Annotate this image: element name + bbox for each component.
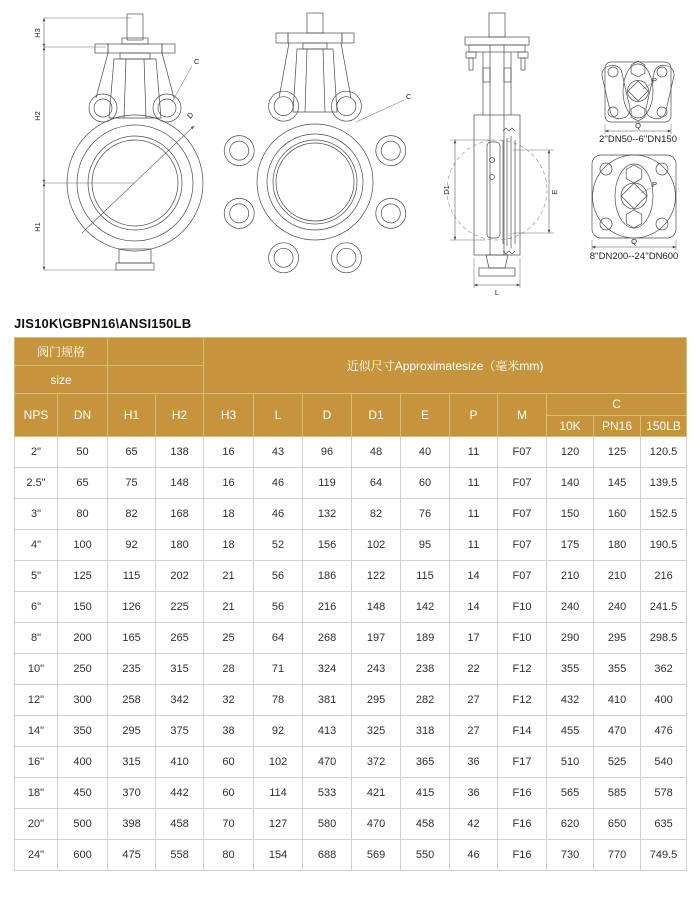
table-cell: 558 [156, 840, 204, 871]
table-cell: 140 [547, 468, 594, 499]
table-cell: 24" [15, 840, 58, 871]
table-cell: 10" [15, 654, 58, 685]
table-cell: 42 [450, 809, 498, 840]
table-cell: 600 [58, 840, 108, 871]
table-row [15, 654, 687, 685]
dim-label-q-small: Q [635, 121, 641, 130]
table-cell: 150 [547, 499, 594, 530]
table-cell: 421 [352, 778, 401, 809]
table-cell: 12" [15, 685, 58, 716]
header-col-p: P [450, 394, 498, 437]
table-cell: 585 [594, 778, 641, 809]
table-cell: 470 [303, 747, 352, 778]
table-cell: 325 [352, 716, 401, 747]
table-cell: 620 [547, 809, 594, 840]
table-cell: 21 [204, 561, 254, 592]
table-cell: 92 [254, 716, 303, 747]
dim-label-h2: H2 [33, 111, 42, 121]
table-cell: 210 [547, 561, 594, 592]
table-cell: 265 [156, 623, 204, 654]
table-cell: 80 [204, 840, 254, 871]
table-cell: 180 [594, 530, 641, 561]
table-cell: 5" [15, 561, 58, 592]
table-cell: 18" [15, 778, 58, 809]
table-cell: 318 [401, 716, 450, 747]
table-cell: 100 [58, 530, 108, 561]
dim-label-e: E [550, 189, 559, 195]
table-cell: 11 [450, 530, 498, 561]
header-col-pn16: PN16 [594, 415, 641, 437]
table-cell: 17 [450, 623, 498, 654]
table-cell: 102 [254, 747, 303, 778]
dim-label-q-large: Q [631, 237, 637, 246]
table-cell: 125 [594, 437, 641, 468]
table-cell: 102 [352, 530, 401, 561]
table-cell: 635 [641, 809, 687, 840]
dim-label-c2: C [406, 92, 412, 101]
header-approx-size: 近似尺寸Approximatesize（毫米mm) [204, 338, 687, 394]
table-cell: 243 [352, 654, 401, 685]
table-cell: 60 [401, 468, 450, 499]
table-cell: 324 [303, 654, 352, 685]
table-cell: 381 [303, 685, 352, 716]
lug-bolt-holes [224, 91, 406, 273]
table-cell: 510 [547, 747, 594, 778]
table-row [15, 499, 687, 530]
table-cell: 442 [156, 778, 204, 809]
table-cell: 550 [401, 840, 450, 871]
table-cell: 71 [254, 654, 303, 685]
table-cell: 154 [254, 840, 303, 871]
table-row [15, 747, 687, 778]
table-cell: 533 [303, 778, 352, 809]
table-cell: 770 [594, 840, 641, 871]
table-cell: 455 [547, 716, 594, 747]
table-cell: 350 [58, 716, 108, 747]
table-cell: 16" [15, 747, 58, 778]
table-cell: F07 [498, 561, 547, 592]
table-cell: 565 [547, 778, 594, 809]
table-cell: 730 [547, 840, 594, 871]
table-cell: 186 [303, 561, 352, 592]
table-cell: 458 [401, 809, 450, 840]
spec-table-header [15, 338, 687, 437]
table-cell: 216 [641, 561, 687, 592]
table-cell: 475 [108, 840, 156, 871]
table-cell: 82 [108, 499, 156, 530]
table-cell: 410 [594, 685, 641, 716]
table-cell: 4" [15, 530, 58, 561]
table-cell: 96 [303, 437, 352, 468]
header-col-150lb: 150LB [641, 415, 687, 437]
table-cell: 210 [594, 561, 641, 592]
table-cell: 298.5 [641, 623, 687, 654]
table-cell: 372 [352, 747, 401, 778]
table-cell: 80 [58, 499, 108, 530]
table-cell: 180 [156, 530, 204, 561]
table-cell: 76 [401, 499, 450, 530]
table-cell: 50 [58, 437, 108, 468]
spec-table-section [0, 316, 700, 871]
table-row [15, 840, 687, 871]
table-cell: 145 [594, 468, 641, 499]
table-row [15, 778, 687, 809]
table-cell: 43 [254, 437, 303, 468]
table-cell: 70 [204, 809, 254, 840]
table-cell: 189 [401, 623, 450, 654]
header-col-c-group: C [547, 394, 687, 416]
table-cell: 25 [204, 623, 254, 654]
header-col-nps: NPS [15, 394, 58, 437]
table-cell: F07 [498, 499, 547, 530]
table-cell: 476 [641, 716, 687, 747]
table-row [15, 592, 687, 623]
table-cell: 500 [58, 809, 108, 840]
header-col-d: D [303, 394, 352, 437]
table-cell: F17 [498, 747, 547, 778]
table-cell: 2" [15, 437, 58, 468]
table-cell: 18 [204, 530, 254, 561]
table-row [15, 468, 687, 499]
table-cell: 115 [108, 561, 156, 592]
spec-table-body [15, 437, 687, 871]
table-row [15, 530, 687, 561]
table-cell: 119 [303, 468, 352, 499]
table-cell: 95 [401, 530, 450, 561]
table-cell: 156 [303, 530, 352, 561]
table-cell: 28 [204, 654, 254, 685]
table-cell: 60 [204, 747, 254, 778]
table-cell: 36 [450, 778, 498, 809]
flange-large-caption: 8''DN200--24''DN600 [589, 251, 679, 262]
table-cell: 18 [204, 499, 254, 530]
table-cell: 282 [401, 685, 450, 716]
spec-table [14, 337, 687, 871]
table-cell: 290 [547, 623, 594, 654]
table-cell: 295 [352, 685, 401, 716]
table-cell: 46 [254, 499, 303, 530]
table-row [15, 685, 687, 716]
table-cell: 398 [108, 809, 156, 840]
table-cell: 65 [108, 437, 156, 468]
table-cell: 569 [352, 840, 401, 871]
table-cell: 21 [204, 592, 254, 623]
table-cell: 200 [58, 623, 108, 654]
table-cell: 268 [303, 623, 352, 654]
table-cell: 240 [594, 592, 641, 623]
header-col-h3: H3 [204, 394, 254, 437]
lug-valve-front-view [224, 13, 412, 273]
table-cell: 375 [156, 716, 204, 747]
dim-label-c: C [194, 57, 200, 66]
table-cell: 190.5 [641, 530, 687, 561]
table-cell: 78 [254, 685, 303, 716]
header-col-e: E [401, 394, 450, 437]
table-cell: 300 [58, 685, 108, 716]
table-cell: 32 [204, 685, 254, 716]
table-cell: F07 [498, 530, 547, 561]
table-cell: 56 [254, 592, 303, 623]
table-cell: F12 [498, 685, 547, 716]
table-cell: 27 [450, 685, 498, 716]
table-cell: 127 [254, 809, 303, 840]
header-col-h2: H2 [156, 394, 204, 437]
table-cell: 240 [547, 592, 594, 623]
valve-technical-drawings [0, 0, 700, 312]
dim-label-d1: D1 [442, 185, 451, 195]
flange-small-caption: 2''DN50--6''DN150 [598, 134, 678, 145]
table-cell: 82 [352, 499, 401, 530]
table-cell: 470 [594, 716, 641, 747]
table-row [15, 623, 687, 654]
table-row [15, 716, 687, 747]
table-cell: 165 [108, 623, 156, 654]
table-cell: 578 [641, 778, 687, 809]
side-section-view [442, 13, 559, 297]
table-cell: 56 [254, 561, 303, 592]
table-cell: 64 [352, 468, 401, 499]
table-cell: 6" [15, 592, 58, 623]
table-cell: 2.5" [15, 468, 58, 499]
table-cell: 168 [156, 499, 204, 530]
table-row [15, 561, 687, 592]
table-cell: F12 [498, 654, 547, 685]
table-cell: 216 [303, 592, 352, 623]
dim-label-d: D [185, 110, 196, 121]
table-cell: 295 [108, 716, 156, 747]
table-cell: 115 [401, 561, 450, 592]
table-cell: 46 [254, 468, 303, 499]
table-cell: 450 [58, 778, 108, 809]
table-cell: 540 [641, 747, 687, 778]
table-cell: 225 [156, 592, 204, 623]
table-cell: 258 [108, 685, 156, 716]
table-cell: 413 [303, 716, 352, 747]
table-cell: 400 [58, 747, 108, 778]
table-cell: 40 [401, 437, 450, 468]
header-col-10k: 10K [547, 415, 594, 437]
table-cell: 160 [594, 499, 641, 530]
header-valve-spec-en: size [15, 366, 108, 394]
table-cell: 14 [450, 592, 498, 623]
table-cell: 525 [594, 747, 641, 778]
table-cell: 175 [547, 530, 594, 561]
table-cell: 315 [156, 654, 204, 685]
table-cell: F16 [498, 809, 547, 840]
table-cell: 432 [547, 685, 594, 716]
table-cell: 410 [156, 747, 204, 778]
table-cell: 650 [594, 809, 641, 840]
table-cell: 142 [401, 592, 450, 623]
table-cell: 197 [352, 623, 401, 654]
table-row [15, 809, 687, 840]
table-cell: 60 [204, 778, 254, 809]
table-cell: 122 [352, 561, 401, 592]
table-cell: 202 [156, 561, 204, 592]
table-cell: 114 [254, 778, 303, 809]
header-valve-spec-cn: 阀门规格 [15, 338, 108, 366]
table-title: JIS10K\GBPN16\ANSI150LB [14, 316, 192, 331]
table-cell: 342 [156, 685, 204, 716]
table-cell: 36 [450, 747, 498, 778]
table-cell: 22 [450, 654, 498, 685]
table-cell: 27 [450, 716, 498, 747]
table-cell: F10 [498, 592, 547, 623]
table-cell: 64 [254, 623, 303, 654]
table-cell: 749.5 [641, 840, 687, 871]
table-cell: 16 [204, 468, 254, 499]
table-cell: 125 [58, 561, 108, 592]
table-cell: 92 [108, 530, 156, 561]
table-cell: 52 [254, 530, 303, 561]
table-cell: 315 [108, 747, 156, 778]
dim-label-p-large: P [652, 180, 658, 189]
table-cell: 355 [547, 654, 594, 685]
table-cell: 148 [156, 468, 204, 499]
table-cell: 241.5 [641, 592, 687, 623]
table-cell: 75 [108, 468, 156, 499]
table-row [15, 437, 687, 468]
table-cell: 20" [15, 809, 58, 840]
table-cell: 148 [352, 592, 401, 623]
table-cell: 458 [156, 809, 204, 840]
table-cell: 11 [450, 437, 498, 468]
table-cell: F07 [498, 437, 547, 468]
table-cell: 126 [108, 592, 156, 623]
table-cell: 362 [641, 654, 687, 685]
wafer-valve-front-view [33, 14, 203, 270]
table-cell: 8" [15, 623, 58, 654]
table-cell: F16 [498, 778, 547, 809]
table-cell: 580 [303, 809, 352, 840]
table-cell: 355 [594, 654, 641, 685]
table-cell: 46 [450, 840, 498, 871]
dim-label-p-small: P [652, 76, 658, 85]
table-cell: 365 [401, 747, 450, 778]
table-cell: 11 [450, 499, 498, 530]
header-col-m: M [498, 394, 547, 437]
header-col-d1: D1 [352, 394, 401, 437]
mounting-flange-large-view [590, 155, 679, 262]
table-cell: 3" [15, 499, 58, 530]
table-cell: F16 [498, 840, 547, 871]
mounting-flange-small-view [599, 61, 677, 145]
header-col-h1: H1 [108, 394, 156, 437]
header-empty-cell [108, 366, 204, 394]
table-cell: 295 [594, 623, 641, 654]
table-cell: 688 [303, 840, 352, 871]
table-cell: 250 [58, 654, 108, 685]
table-cell: 470 [352, 809, 401, 840]
dim-label-l: L [494, 288, 500, 297]
table-cell: 235 [108, 654, 156, 685]
table-cell: 120.5 [641, 437, 687, 468]
table-cell: 370 [108, 778, 156, 809]
table-cell: F07 [498, 468, 547, 499]
table-cell: 400 [641, 685, 687, 716]
table-cell: 11 [450, 468, 498, 499]
table-cell: 120 [547, 437, 594, 468]
table-cell: 152.5 [641, 499, 687, 530]
dim-label-h3: H3 [33, 28, 42, 38]
header-col-dn: DN [58, 394, 108, 437]
table-cell: 65 [58, 468, 108, 499]
table-cell: 48 [352, 437, 401, 468]
table-cell: 14" [15, 716, 58, 747]
table-cell: 139.5 [641, 468, 687, 499]
table-cell: 16 [204, 437, 254, 468]
table-cell: F10 [498, 623, 547, 654]
table-cell: 38 [204, 716, 254, 747]
table-cell: 150 [58, 592, 108, 623]
table-cell: 415 [401, 778, 450, 809]
header-col-l: L [254, 394, 303, 437]
table-cell: 14 [450, 561, 498, 592]
table-cell: 238 [401, 654, 450, 685]
dim-label-h1: H1 [33, 222, 42, 232]
table-cell: 138 [156, 437, 204, 468]
table-cell: F14 [498, 716, 547, 747]
table-cell: 132 [303, 499, 352, 530]
header-empty-cell [108, 338, 204, 366]
